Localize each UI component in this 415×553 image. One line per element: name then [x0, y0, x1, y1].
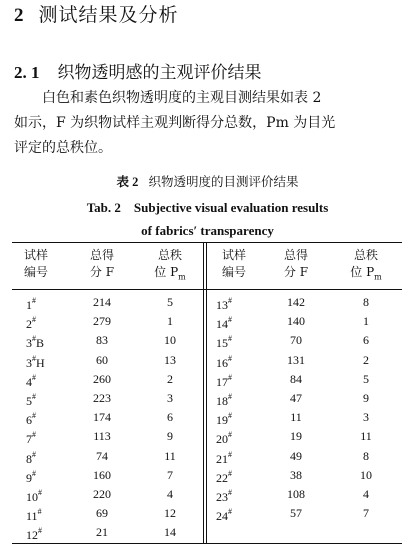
section-heading — [14, 0, 179, 27]
total-rank-cell: 11 — [360, 429, 372, 444]
total-rank-cell: 10 — [164, 333, 176, 348]
total-score-cell: 108 — [287, 487, 305, 501]
sample-id-cell: 6# — [26, 411, 36, 428]
total-rank-cell: 7 — [167, 467, 173, 482]
total-rank-cell: 9 — [363, 391, 369, 405]
sample-id-cell: 8# — [26, 449, 36, 466]
table-center-divider — [203, 242, 207, 543]
subsection-heading — [14, 58, 262, 83]
sample-id-cell: 7# — [26, 430, 36, 447]
sample-id-cell: 21# — [216, 449, 232, 466]
total-rank-cell: 3 — [363, 410, 369, 425]
paragraph-line: 白色和素色织物透明度的主观目测结果如表 2 — [42, 90, 322, 106]
sample-id-cell: 12# — [26, 526, 42, 543]
total-score-cell: 220 — [93, 487, 111, 501]
header-sample-id: 试样 编号 — [221, 248, 246, 279]
total-rank-cell: 3 — [167, 391, 173, 405]
paragraph-line: 如示，F 为织物试样主观判断得分总数，Pm 为目光 — [14, 115, 336, 131]
table-number: 表 2 — [116, 175, 139, 189]
sample-id-cell: 3#H — [26, 353, 45, 370]
total-score-cell: 11 — [290, 410, 302, 425]
sample-id-cell: 3#B — [26, 334, 45, 351]
table-title-en-line1: Tab. 2 Subjective visual evaluation results — [86, 200, 329, 215]
total-score-cell: 174 — [93, 410, 111, 425]
sample-id-cell: 24# — [216, 507, 232, 524]
total-score-cell: 140 — [287, 314, 305, 329]
total-rank-cell: 6 — [363, 333, 369, 348]
total-rank-cell: 2 — [363, 352, 369, 367]
table-bottom-rule — [12, 543, 402, 544]
sample-id-cell: 17# — [216, 372, 232, 389]
sample-id-cell: 15# — [216, 334, 232, 351]
total-score-cell: 142 — [287, 295, 305, 309]
sample-id-cell: 13# — [216, 296, 232, 312]
table-caption-cn — [0, 172, 415, 190]
total-score-cell: 160 — [93, 467, 111, 482]
total-rank-cell: 4 — [167, 487, 173, 501]
sample-id-cell: 5# — [26, 392, 36, 408]
total-score-cell: 74 — [96, 448, 108, 463]
sample-id-cell: 18# — [216, 392, 232, 408]
sample-id-cell: 11# — [26, 507, 42, 524]
total-score-cell: 83 — [96, 333, 108, 348]
sample-id-cell: 2# — [26, 315, 36, 332]
sample-id-cell: 14# — [216, 315, 232, 332]
total-score-cell: 21 — [96, 525, 108, 540]
total-score-cell: 279 — [93, 314, 111, 329]
sample-id-cell: 1# — [26, 296, 36, 312]
total-rank-cell: 5 — [363, 371, 369, 386]
total-score-cell: 70 — [290, 333, 302, 348]
total-rank-cell: 8 — [363, 448, 369, 463]
sample-id-cell: 4# — [26, 372, 36, 389]
paragraph-line: 评定的总秩位。 — [14, 140, 112, 156]
header-total-rank: 总秩 位 $P_m$ — [154, 248, 186, 282]
table-top-rule — [12, 242, 402, 243]
total-score-cell: 260 — [93, 371, 111, 386]
section-title: 测试结果及分析 — [38, 4, 179, 26]
sample-id-cell: 23# — [216, 488, 232, 504]
header-total-score: 总得 分 F — [89, 248, 115, 279]
table-header-rule — [12, 289, 402, 290]
total-rank-cell: 2 — [167, 371, 173, 386]
total-rank-cell: 5 — [167, 295, 173, 309]
sample-id-cell: 20# — [216, 430, 232, 447]
total-score-cell: 113 — [93, 429, 111, 444]
total-rank-cell: 14 — [164, 525, 176, 540]
total-score-cell: 49 — [290, 448, 302, 463]
total-score-cell: 60 — [96, 352, 108, 367]
total-score-cell: 69 — [96, 506, 108, 521]
total-score-cell: 84 — [290, 371, 302, 386]
total-rank-cell: 8 — [363, 295, 369, 309]
sample-id-cell: 22# — [216, 468, 232, 485]
sample-id-cell: 10# — [26, 488, 42, 504]
table-title-en-line2: of fabrics′ transparency — [141, 223, 274, 238]
sample-id-cell: 9# — [26, 468, 36, 485]
sample-id-cell: 16# — [216, 353, 232, 370]
total-rank-cell: 6 — [167, 410, 173, 425]
header-total-score: 总得 分 F — [283, 248, 309, 279]
total-rank-cell: 12 — [164, 506, 176, 521]
total-score-cell: 47 — [290, 391, 302, 405]
header-total-rank: 总秩 位 $P_m$ — [350, 248, 382, 282]
total-rank-cell: 9 — [167, 429, 173, 444]
total-rank-cell: 1 — [363, 314, 369, 329]
table-caption-en — [0, 196, 415, 242]
total-score-cell: 38 — [290, 467, 302, 482]
total-rank-cell: 1 — [167, 314, 173, 329]
total-score-cell: 57 — [290, 506, 302, 521]
subsection-number: 2. 1 — [14, 63, 40, 82]
body-paragraph — [14, 86, 402, 161]
total-rank-cell: 7 — [363, 506, 369, 521]
header-sample-id: 试样 编号 — [23, 248, 48, 279]
total-score-cell: 131 — [287, 352, 305, 367]
total-rank-cell: 13 — [164, 352, 176, 367]
sample-id-cell: 19# — [216, 411, 232, 428]
section-number: 2 — [14, 5, 25, 26]
table-title-cn: 织物透明度的目测评价结果 — [148, 174, 299, 189]
total-score-cell: 223 — [93, 391, 111, 405]
total-rank-cell: 11 — [164, 448, 176, 463]
total-rank-cell: 4 — [363, 487, 369, 501]
total-score-cell: 19 — [290, 429, 302, 444]
total-score-cell: 214 — [93, 295, 111, 309]
total-rank-cell: 10 — [360, 467, 372, 482]
subsection-title: 织物透明感的主观评价结果 — [57, 63, 262, 83]
